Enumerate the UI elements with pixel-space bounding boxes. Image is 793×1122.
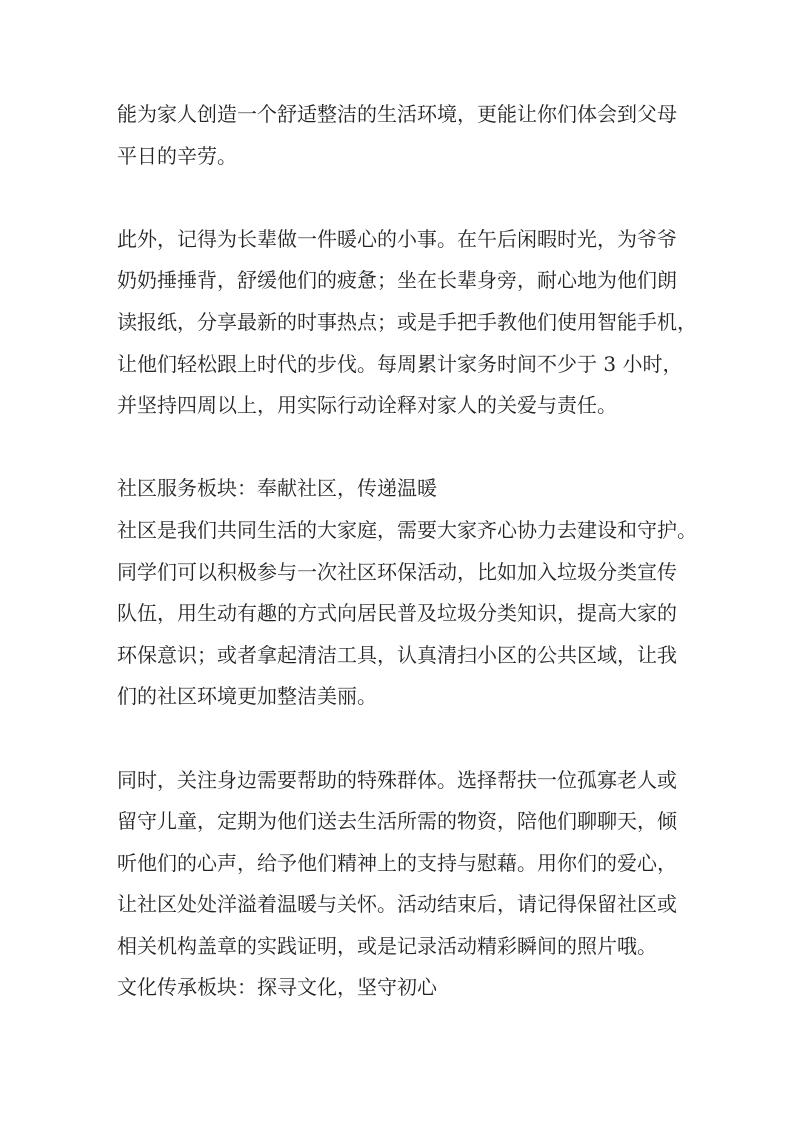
text-line: 同时，关注身边需要帮助的特殊群体。选择帮扶一位孤寡老人或: [117, 767, 677, 792]
section-heading-text: 文化传承板块：探寻文化，坚守初心: [117, 975, 437, 1000]
section-heading-cultural-heritage: [117, 967, 683, 1009]
text-line: 环保意识；或者拿起清洁工具，认真清扫小区的公共区域，让我: [117, 642, 677, 667]
text-line: 能为家人创造一个舒适整洁的生活环境，更能让你们体会到父母: [117, 102, 677, 126]
text-line: 并坚持四周以上，用实际行动诠释对家人的关爱与责任。: [117, 393, 617, 418]
text-line: 队伍，用生动有趣的方式向居民普及垃圾分类知识，提高大家的: [117, 601, 677, 626]
text-line: 平日的辛劳。: [117, 143, 237, 168]
paragraph: [117, 94, 683, 177]
text-line: 社区是我们共同生活的大家庭，需要大家齐心协力去建设和守护。: [117, 517, 697, 542]
text-line: 奶奶捶捶背，舒缓他们的疲惫；坐在长辈身旁，耐心地为他们朗: [117, 268, 677, 293]
text-line: 留守儿童，定期为他们送去生活所需的物资，陪他们聊聊天，倾: [117, 809, 677, 834]
section-heading-text: 社区服务板块：奉献社区，传递温暖: [117, 476, 437, 501]
text-line: 听他们的心声，给予他们精神上的支持与慰藉。用你们的爱心，: [117, 850, 677, 875]
text-line: 让社区处处洋溢着温暖与关怀。活动结束后，请记得保留社区或: [117, 892, 677, 917]
paragraph: [117, 510, 697, 718]
text-line: 相关机构盖章的实践证明，或是记录活动精彩瞬间的照片哦。: [117, 933, 657, 958]
text-line: 读报纸，分享最新的时事热点；或是手把手教他们使用智能手机，: [117, 309, 697, 334]
paragraph: [117, 760, 683, 968]
document-body: [117, 94, 697, 1009]
text-line: 此外，记得为长辈做一件暖心的小事。在午后闲暇时光，为爷爷: [117, 226, 677, 251]
paragraph-spacer: [117, 718, 683, 760]
text-line: 同学们可以积极参与一次社区环保活动，比如加入垃圾分类宣传: [117, 559, 677, 584]
paragraph-spacer: [117, 177, 683, 219]
paragraph-spacer: [117, 427, 683, 469]
paragraph: [117, 219, 697, 427]
text-line: 让他们轻松跟上时代的步伐。每周累计家务时间不少于 3 小时，: [117, 351, 683, 376]
text-line: 们的社区环境更加整洁美丽。: [117, 684, 377, 709]
section-heading-community-service: [117, 468, 683, 510]
